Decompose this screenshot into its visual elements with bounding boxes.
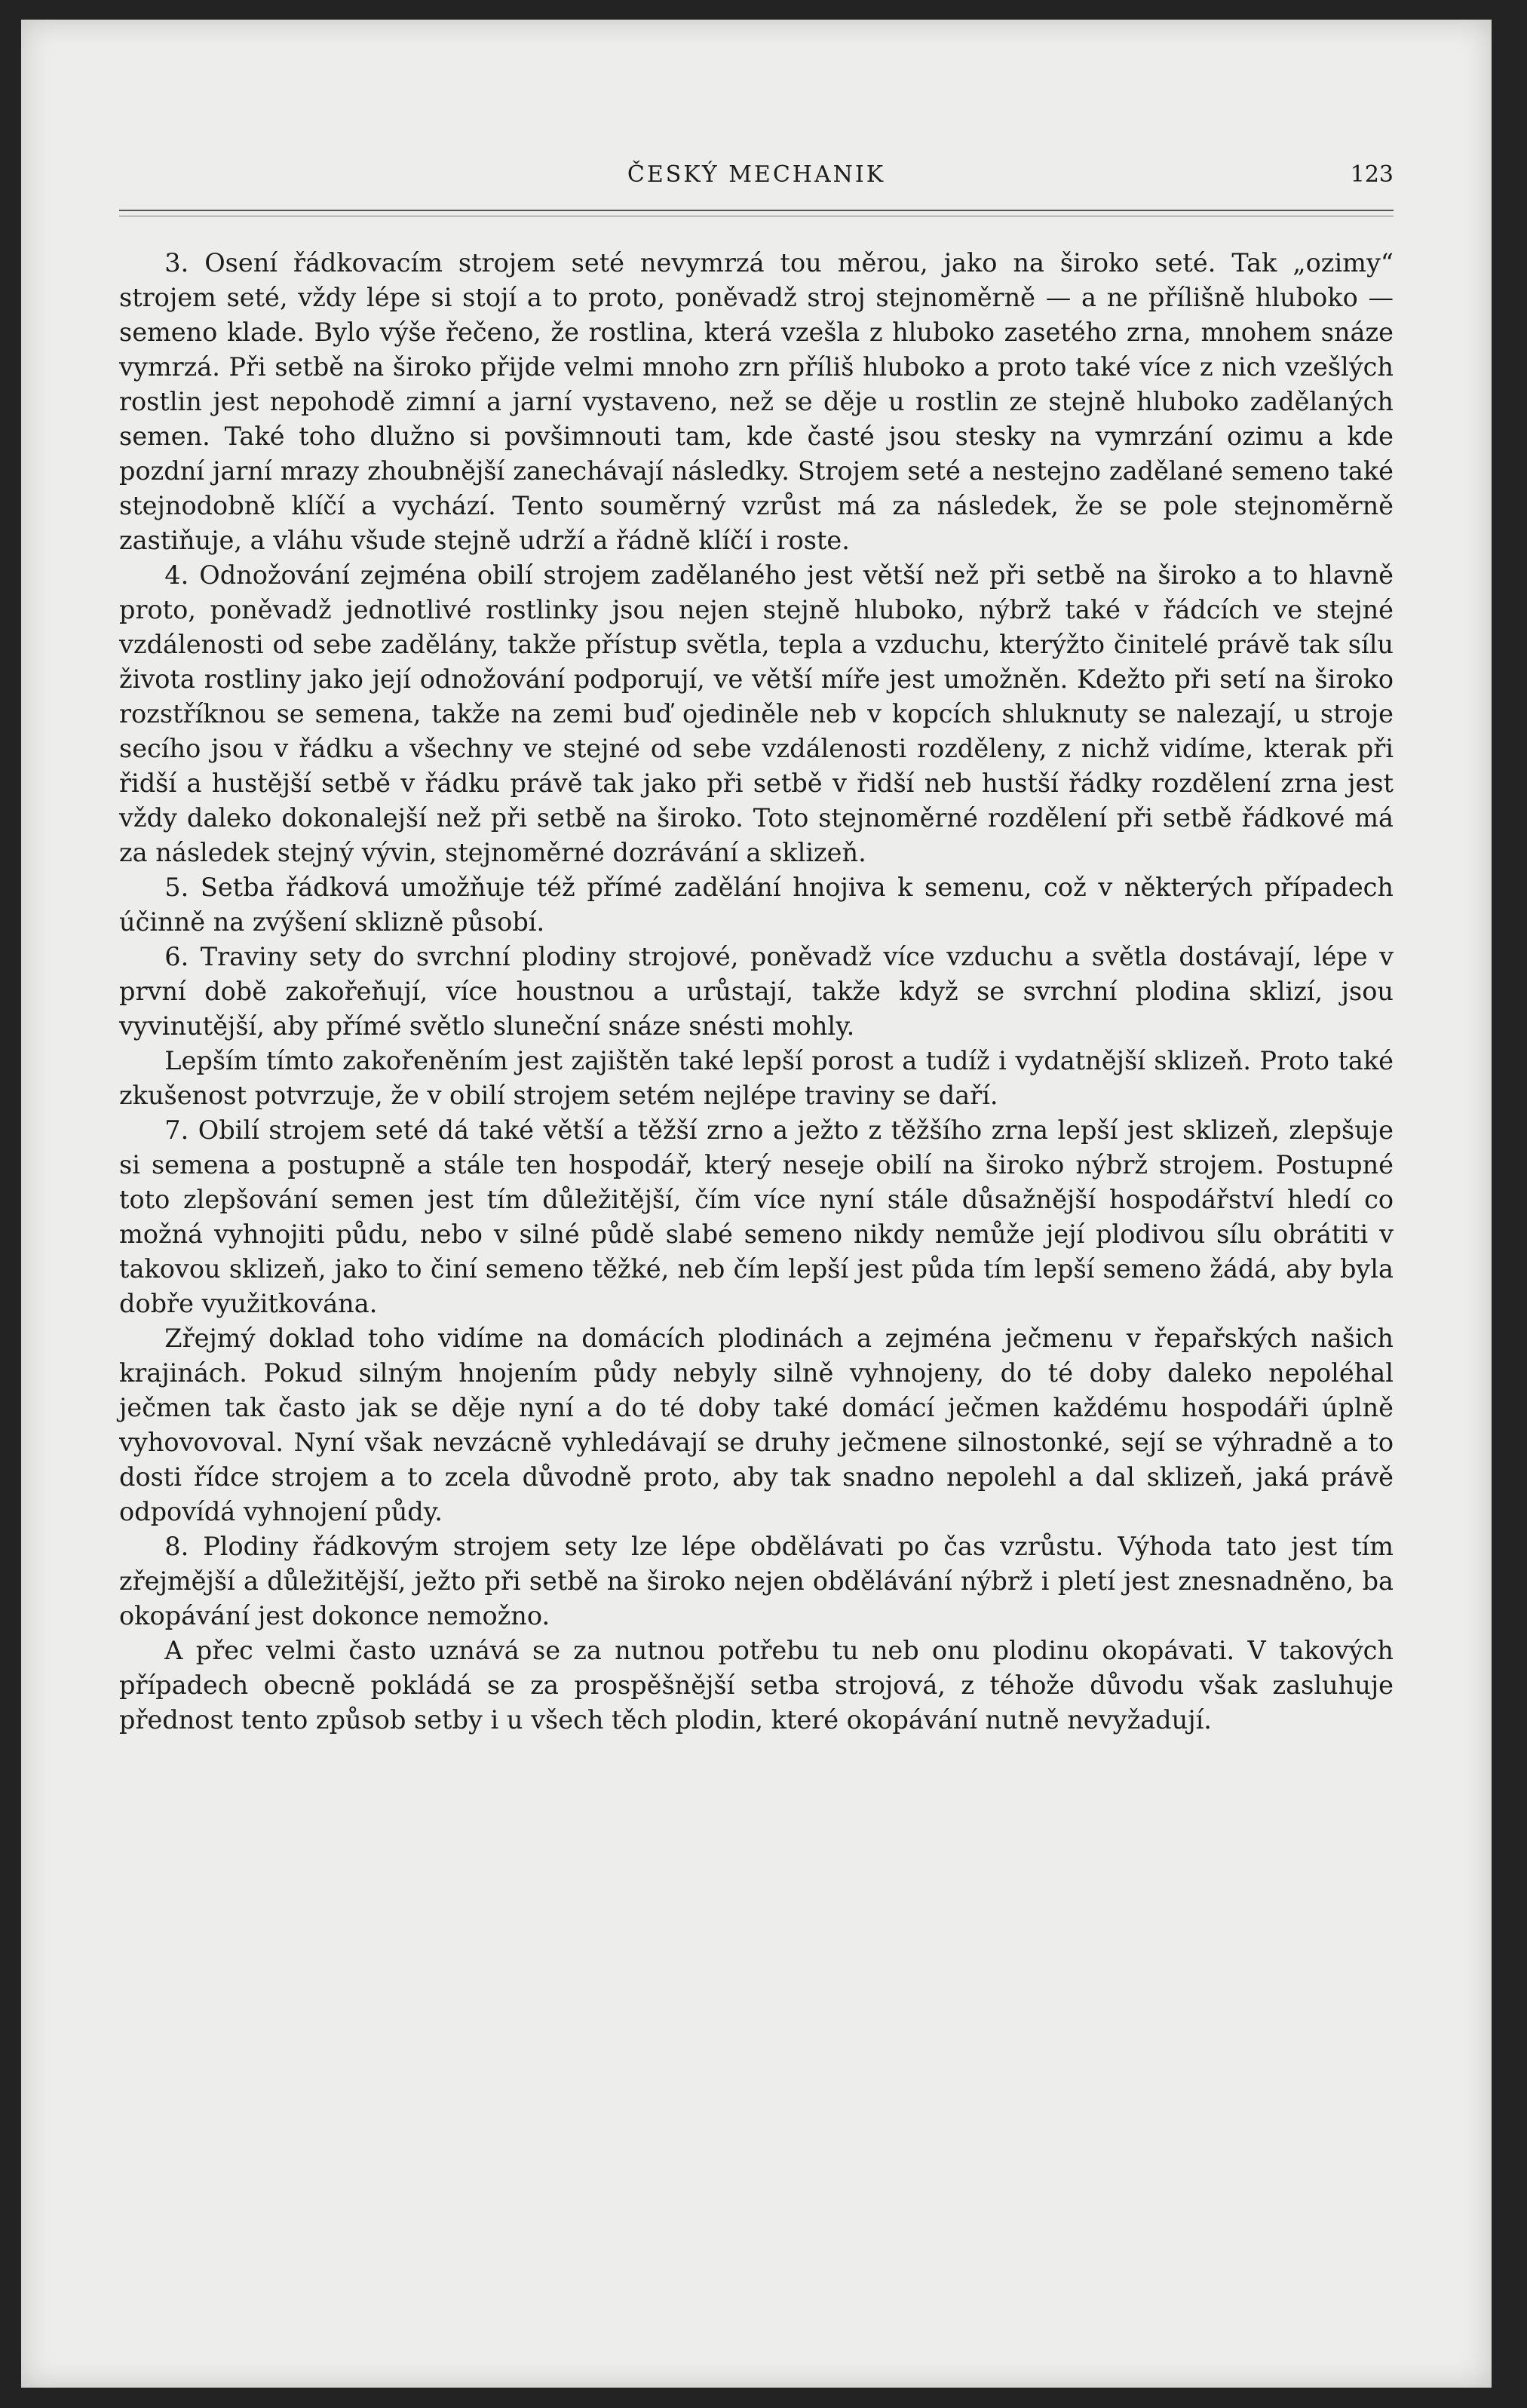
- paragraph-7: 7. Obilí strojem seté dá také větší a těžší zrno a ježto z těžšího zrna lepší jest sklizeň, zlepšuje si semena a postupně a stále ten hospodář, který neseje obilí na široko nýbrž strojem. Postupné toto zlepšování semen jest tím důležitější, čím více nyní stále důsažnější hospodářství hledí co možná vyhnojiti půdu, nebo v silné půdě slabé semeno nikdy nemůže její plodivou sílu obrátiti v takovou sklizeň, jako to činí semeno těžké, neb čím lepší jest půda tím lepší semeno žádá, aby byla dobře využitkována.: [119, 1115, 1394, 1318]
- paragraph-5: 5. Setba řádková umožňuje též přímé zadělání hnojiva k semenu, což v některých případech účinně na zvýšení sklizně působí.: [119, 873, 1394, 937]
- running-head: [119, 161, 1394, 192]
- page-number: 123: [1350, 161, 1394, 188]
- header-rule: [119, 210, 1394, 211]
- paragraph-7-continued: Zřejmý doklad toho vidíme na domácích plodinách a zejména ječmenu v řepařských našich krajinách. Pokud silným hnojením půdy nebyly silně vyhnojeny, do té doby daleko nepoléhal ječmen tak často jak se děje nyní a do té doby také domácí ječmen každému hospodáři úplně vyhovovoval. Nyní však nevzácně vyhledávají se druhy ječmene silnostonké, sejí se výhradně a to dosti řídce strojem a to zcela důvodně proto, aby tak snadno nepolehl a dal sklizeň, jaká právě odpovídá vyhnojení půdy.: [119, 1324, 1394, 1526]
- paragraph-3: 3. Osení řádkovacím strojem seté nevymrzá tou měrou, jako na široko seté. Tak „ozimy“ strojem seté, vždy lépe si stojí a to proto, poněvadž stroj stejnoměrně — a ne přílišně hluboko — semeno klade. Bylo výše řečeno, že rostlina, která vzešla z hluboko zasetého zrna, mnohem snáze vymrzá. Při setbě na široko přijde velmi mnoho zrn příliš hluboko a proto také více z nich vzešlých rostlin jest nepohodě zimní a jarní vystaveno, než se děje u rostlin ze stejně hluboko zadělaných semen. Také toho dlužno si povšimnouti tam, kde časté jsou stesky na vymrzání ozimu a kde pozdní jarní mrazy zhoubnější zanechávají následky. Strojem seté a nestejno zadělané semeno také stejnodobně klíčí a vychází. Tento souměrný vzrůst má za následek, že se pole stejnoměrně zastiňuje, a vláhu všude stejně udrží a řádně klíčí i roste.: [119, 248, 1394, 555]
- paragraph-4: 4. Odnožování zejména obilí strojem zadělaného jest větší než při setbě na široko a to hlavně proto, poněvadž jednotlivé rostlinky jsou nejen stejně hluboko, nýbrž také v řádcích ve stejné vzdálenosti od sebe zadělány, takže přístup světla, tepla a vzduchu, kterýžto činitelé právě tak sílu života rostliny jako její odnožování podporují, ve větší míře jest umožněn. Kdežto při setí na široko rozstříknou se semena, takže na zemi buď ojediněle neb v kopcích shluknuty se nalezají, u stroje secího jsou v řádku a všechny ve stejné od sebe vzdálenosti rozděleny, z nichž vidíme, kterak při řidší a hustější setbě v řádku právě tak jako při setbě v řidší neb hustší řádky rozdělení zrna jest vždy daleko dokonalejší než při setbě na široko. Toto stejnoměrné rozdělení při setbě řádkové má za následek stejný vývin, stejnoměrné dozrávání a sklizeň.: [119, 560, 1394, 867]
- paragraph-8-continued: A přec velmi často uznává se za nutnou potřebu tu neb onu plodinu okopávati. V takových případech obecně pokládá se za prospěšnější setba strojová, z téhože důvodu však zasluhuje přednost tento způsob setby i u všech těch plodin, které okopávání nutně nevyžadují.: [119, 1636, 1394, 1735]
- body-text: [119, 246, 1394, 1738]
- paragraph-6: 6. Traviny sety do svrchní plodiny strojové, poněvadž více vzduchu a světla dostávají, lépe v první době zakořeňují, více houstnou a urůstají, takže když se svrchní plodina sklizí, jsou vyvinutější, aby přímé světlo sluneční snáze snésti mohly.: [119, 942, 1394, 1041]
- paragraph-8: 8. Plodiny řádkovým strojem sety lze lépe obdělávati po čas vzrůstu. Výhoda tato jest tím zřejmější a důležitější, ježto při setbě na široko nejen obdělávání nýbrž i pletí jest znesnadněno, ba okopávání jest dokonce nemožno.: [119, 1532, 1394, 1630]
- paragraph-6-continued: Lepším tímto zakořeněním jest zajištěn také lepší porost a tudíž i vydatnější sklizeň. Proto také zkušenost potvrzuje, že v obilí strojem setém nejlépe traviny se daří.: [119, 1046, 1394, 1110]
- running-title: ČESKÝ MECHANIK: [627, 161, 886, 188]
- book-page: [21, 20, 1492, 2388]
